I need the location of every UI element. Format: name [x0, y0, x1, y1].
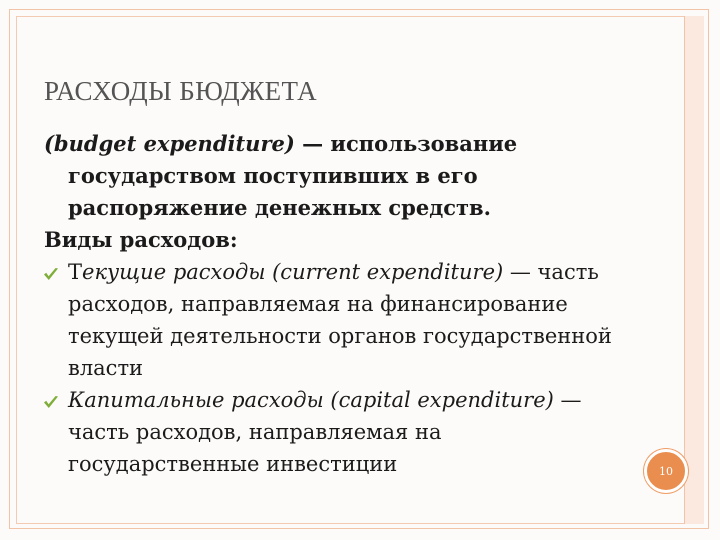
list-item-current: [44, 256, 634, 384]
list-item-capital: [44, 384, 634, 480]
slide-body: [44, 128, 634, 480]
item-head-first-letter: Т: [68, 260, 83, 284]
slide-side-strip: [684, 16, 704, 524]
page-number-badge: 10: [644, 449, 688, 493]
checkmark-bullet-icon: [43, 395, 59, 409]
item-head: Капитальные расходы (capital expenditure): [68, 388, 554, 412]
checkmark-bullet-icon: [43, 267, 59, 281]
types-heading: Виды расходов:: [44, 227, 238, 252]
item-text: — часть расходов, направляемая на государственные инвестиции: [68, 388, 582, 476]
expenditure-types-list: [44, 256, 634, 480]
item-text: — часть расходов, направляемая на финансирование текущей деятельности органов государственной власти: [68, 260, 612, 380]
slide-title: РАСХОДЫ БЮДЖЕТА: [44, 76, 317, 106]
definition-text: — использование государством поступивших в его распоряжение денежных средств.: [68, 131, 518, 220]
definition-paragraph: [44, 128, 634, 224]
item-head: екущие расходы (current expenditure): [82, 260, 504, 284]
definition-term: (budget expenditure): [44, 131, 295, 156]
